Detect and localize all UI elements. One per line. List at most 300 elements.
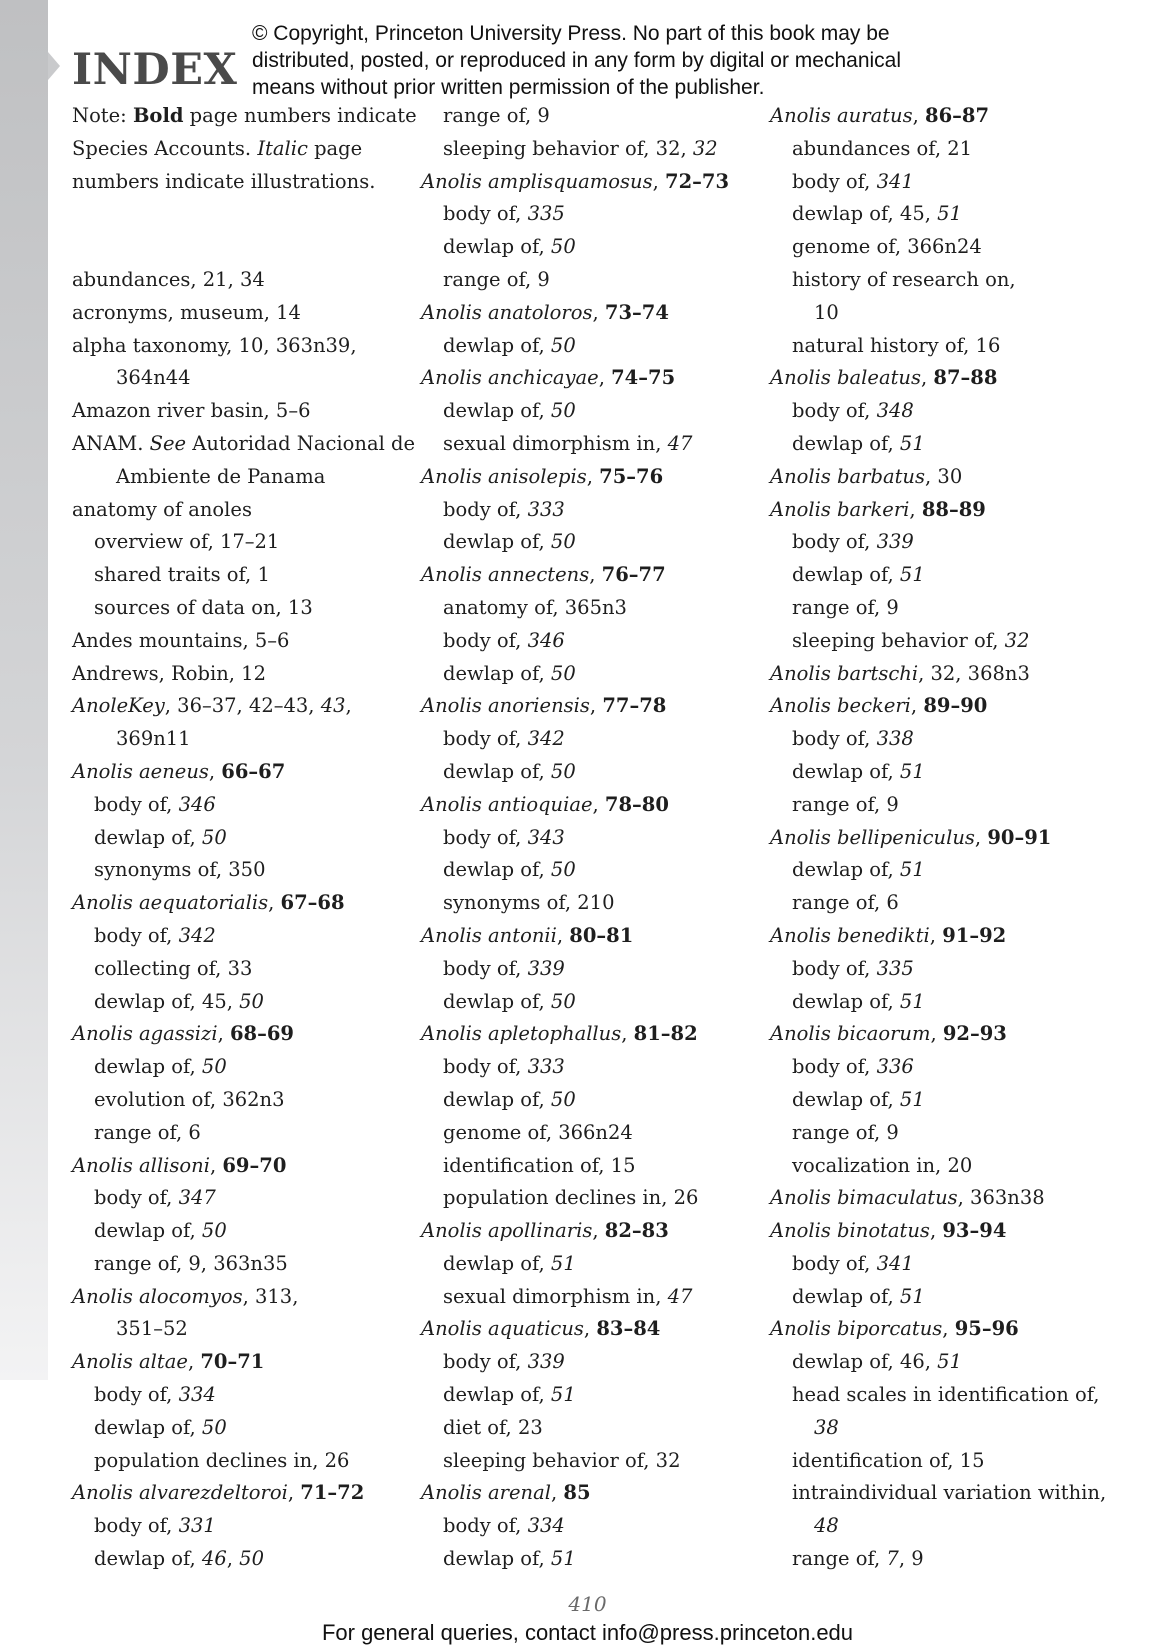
index-entry — [770, 658, 1110, 691]
entry-text: dewlap of, — [443, 530, 551, 554]
italic-text: Anolis antioquiae — [421, 792, 593, 816]
entry-text: , — [910, 694, 924, 718]
page-range-bold: 81–82 — [633, 1022, 698, 1046]
entry-text: dewlap of, — [94, 1415, 202, 1439]
italic-text: Anolis agassizi — [72, 1022, 218, 1046]
italic-text: Anolis anisolepis — [421, 464, 587, 488]
page-range-bold: 69–70 — [222, 1153, 287, 1177]
italic-text: 51 — [899, 759, 925, 783]
entry-text: dewlap of, — [443, 399, 551, 423]
index-subentry — [421, 231, 751, 264]
entry-text: sleeping behavior of, 32, — [443, 136, 693, 160]
index-entry — [72, 690, 417, 723]
index-column-1 — [72, 100, 417, 1576]
index-subentry — [72, 1543, 417, 1576]
entry-text: body of, — [443, 956, 528, 980]
entry-text: sexual dimorphism in, — [443, 1284, 668, 1308]
italic-text: Anolis antonii — [421, 923, 557, 947]
entry-text: body of, — [792, 956, 877, 980]
italic-text: 7 — [886, 1547, 899, 1571]
index-subentry — [770, 198, 1110, 231]
index-subentry — [72, 1117, 417, 1150]
entry-text: Ambiente de Panama — [116, 464, 326, 488]
index-subentry — [421, 887, 751, 920]
copyright-line: © Copyright, Princeton University Press. No part of this book may be — [252, 22, 890, 45]
italic-text: Anolis alocomyos — [72, 1284, 243, 1308]
page-edge-tab — [0, 0, 48, 1380]
index-subentry — [72, 1182, 417, 1215]
entry-text: , 363n38 — [957, 1186, 1045, 1210]
entry-text: head scales in identification of, — [792, 1383, 1100, 1407]
italic-text: Anolis binotatus — [770, 1219, 930, 1243]
index-entry — [72, 100, 417, 133]
entry-text: numbers indicate illustrations. — [72, 169, 376, 193]
index-column-2 — [421, 100, 751, 1576]
entry-text: synonyms of, 210 — [443, 891, 615, 915]
entry-text: synonyms of, 350 — [94, 858, 266, 882]
index-subentry-continuation — [770, 1412, 1110, 1445]
index-subentry — [770, 625, 1110, 658]
entry-text: dewlap of, — [443, 1251, 551, 1275]
index-subentry — [770, 854, 1110, 887]
index-subentry — [770, 1346, 1110, 1379]
entry-text: dewlap of, — [94, 1055, 202, 1079]
entry-text: sources of data on, 13 — [94, 595, 313, 619]
italic-text: AnoleKey — [72, 694, 165, 718]
page-range-bold: Bold — [132, 104, 184, 127]
entry-text: , — [592, 300, 605, 324]
index-subentry — [72, 953, 417, 986]
entry-text: , — [652, 169, 666, 193]
index-subentry-continuation — [770, 1510, 1110, 1543]
index-subentry — [72, 1051, 417, 1084]
index-entry-continuation — [72, 1313, 417, 1346]
italic-text: 333 — [527, 497, 565, 521]
index-subentry — [421, 1445, 751, 1478]
entry-text: body of, — [443, 1055, 528, 1079]
italic-text: Anolis bimaculatus — [770, 1186, 958, 1210]
entry-text: dewlap of, — [443, 1087, 551, 1111]
entry-text: diet of, 23 — [443, 1415, 543, 1439]
index-subentry — [770, 789, 1110, 822]
entry-text: dewlap of, 45, — [792, 202, 938, 226]
italic-text: Anolis anoriensis — [421, 694, 590, 718]
index-subentry — [770, 231, 1110, 264]
entry-text: Note: — [72, 104, 133, 127]
page-range-bold: 71–72 — [300, 1481, 365, 1505]
index-entry — [770, 1215, 1110, 1248]
italic-text: Italic — [257, 136, 308, 160]
italic-text: 50 — [201, 1055, 227, 1079]
index-subentry — [770, 1248, 1110, 1281]
entry-text: anatomy of anoles — [72, 497, 252, 521]
italic-text: 50 — [550, 759, 576, 783]
page-range-bold: 66–67 — [221, 759, 286, 783]
italic-text: 47 — [667, 431, 693, 455]
italic-text: 50 — [201, 1219, 227, 1243]
index-entry — [770, 1018, 1110, 1051]
page-range-bold: 89–90 — [923, 694, 988, 718]
entry-text: , — [209, 1153, 223, 1177]
index-subentry — [770, 887, 1110, 920]
copyright-notice — [252, 20, 1012, 101]
index-subentry — [72, 592, 417, 625]
entry-text: range of, 9 — [792, 1120, 899, 1144]
italic-text: 339 — [876, 530, 914, 554]
index-subentry — [421, 1346, 751, 1379]
index-subentry — [72, 1445, 417, 1478]
entry-text: dewlap of, — [443, 759, 551, 783]
index-subentry — [421, 330, 751, 363]
entry-text: body of, — [792, 727, 877, 751]
italic-text: 46 — [201, 1547, 227, 1571]
entry-text: , — [942, 1317, 955, 1341]
entry-text: collecting of, 33 — [94, 956, 253, 980]
entry-text: , — [550, 1481, 564, 1505]
entry-text: dewlap of, — [792, 858, 900, 882]
index-subentry — [770, 1445, 1110, 1478]
index-entry — [421, 1313, 751, 1346]
italic-text: 335 — [527, 202, 565, 226]
index-subentry — [72, 822, 417, 855]
italic-text: 50 — [550, 1087, 576, 1111]
entry-text: body of, — [443, 1514, 528, 1538]
entry-text: dewlap of, — [792, 1284, 900, 1308]
italic-text: 51 — [899, 1087, 925, 1111]
entry-text: range of, 9 — [443, 104, 550, 127]
italic-text: Anolis beckeri — [770, 694, 911, 718]
entry-text: 10 — [814, 300, 839, 324]
italic-text: 339 — [527, 956, 565, 980]
entry-text: body of, — [443, 497, 528, 521]
index-entry — [421, 920, 751, 953]
index-entry-continuation — [72, 461, 417, 494]
index-subentry — [421, 428, 751, 461]
italic-text: 341 — [876, 169, 914, 193]
index-subentry — [770, 723, 1110, 756]
index-subentry — [421, 1412, 751, 1445]
italic-text: 50 — [550, 399, 576, 423]
italic-text: 50 — [239, 1547, 264, 1571]
index-entry — [72, 625, 417, 658]
italic-text: 51 — [937, 1350, 962, 1374]
italic-text: 336 — [876, 1055, 914, 1079]
entry-text: anatomy of, 365n3 — [443, 595, 627, 619]
page-range-bold: 74–75 — [611, 366, 676, 390]
entry-text: abundances of, 21 — [792, 136, 973, 160]
index-entry — [770, 690, 1110, 723]
entry-text: , — [589, 694, 603, 718]
italic-text: Anolis annectens — [421, 563, 590, 587]
italic-text: 341 — [876, 1251, 914, 1275]
entry-text: , — [621, 1022, 634, 1046]
entry-text: , — [912, 104, 925, 127]
page-range-bold: 93–94 — [942, 1219, 1007, 1243]
italic-text: Anolis bicaorum — [770, 1022, 931, 1046]
italic-text: 47 — [667, 1284, 693, 1308]
italic-text: 334 — [178, 1383, 216, 1407]
index-subentry — [421, 1510, 751, 1543]
entry-text: dewlap of, — [792, 563, 900, 587]
italic-text: 43 — [320, 694, 346, 718]
index-entry — [770, 1182, 1110, 1215]
page-range-bold: 80–81 — [569, 923, 634, 947]
italic-text: Anolis barkeri — [770, 497, 910, 521]
index-subentry — [421, 986, 751, 1019]
italic-text: 38 — [814, 1415, 839, 1439]
entry-text: evolution of, 362n3 — [94, 1087, 285, 1111]
index-entry-continuation — [72, 723, 417, 756]
italic-text: See — [149, 431, 187, 455]
entry-text: dewlap of, — [443, 989, 551, 1013]
italic-text: 50 — [201, 825, 227, 849]
index-entry — [72, 756, 417, 789]
entry-text: sleeping behavior of, — [792, 628, 1005, 652]
index-subentry — [770, 1084, 1110, 1117]
index-subentry — [770, 166, 1110, 199]
index-subentry — [421, 953, 751, 986]
copyright-line: distributed, posted, or reproduced in any form by digital or mechanical — [252, 49, 902, 72]
index-entry — [72, 297, 417, 330]
page-range-bold: 76–77 — [601, 563, 666, 587]
italic-text: 50 — [550, 235, 576, 259]
index-subentry — [72, 526, 417, 559]
copyright-line: means without prior written permission of the publisher. — [252, 76, 765, 99]
index-subentry — [421, 198, 751, 231]
index-subentry — [421, 133, 751, 166]
index-subentry — [421, 1281, 751, 1314]
entry-text: population declines in, 26 — [94, 1448, 350, 1472]
index-entry — [421, 1018, 751, 1051]
entry-text: range of, 9 — [792, 595, 899, 619]
index-subentry — [72, 1084, 417, 1117]
index-entry — [72, 1477, 417, 1510]
index-entry — [72, 428, 417, 461]
blank-line — [72, 231, 417, 264]
index-subentry — [421, 723, 751, 756]
entry-text: page numbers indicate — [183, 104, 417, 127]
index-subentry — [421, 1117, 751, 1150]
italic-text: Anolis aeneus — [72, 759, 209, 783]
italic-text: 32 — [1004, 628, 1030, 652]
italic-text: 333 — [527, 1055, 565, 1079]
index-subentry — [421, 1084, 751, 1117]
italic-text: 50 — [550, 530, 576, 554]
index-subentry — [421, 1248, 751, 1281]
index-subentry — [72, 559, 417, 592]
entry-text: , — [345, 694, 352, 718]
entry-text: , 30 — [925, 464, 963, 488]
entry-text: range of, 6 — [94, 1120, 201, 1144]
index-entry — [72, 658, 417, 691]
index-entry — [72, 1018, 417, 1051]
index-subentry — [770, 756, 1110, 789]
index-subentry — [770, 559, 1110, 592]
entry-text: alpha taxonomy, 10, 363n39, — [72, 333, 357, 357]
entry-text: body of, — [792, 530, 877, 554]
entry-text: , — [974, 825, 988, 849]
italic-text: 339 — [527, 1350, 565, 1374]
italic-text: 334 — [527, 1514, 565, 1538]
entry-text: , — [226, 1547, 240, 1571]
index-entry — [770, 920, 1110, 953]
index-subentry — [72, 854, 417, 887]
entry-text: 351–52 — [116, 1317, 188, 1341]
index-subentry — [72, 920, 417, 953]
index-subentry — [421, 494, 751, 527]
index-subentry — [770, 953, 1110, 986]
italic-text: 342 — [527, 727, 565, 751]
index-entry — [421, 461, 751, 494]
index-subentry — [421, 822, 751, 855]
page-range-bold: 92–93 — [942, 1022, 1007, 1046]
italic-text: 51 — [899, 563, 925, 587]
entry-text: range of, 9 — [443, 267, 550, 291]
index-subentry — [421, 756, 751, 789]
page-range-bold: 90–91 — [987, 825, 1052, 849]
index-entry — [770, 461, 1110, 494]
italic-text: 51 — [899, 431, 925, 455]
entry-text: ANAM. — [72, 431, 150, 455]
entry-text: genome of, 366n24 — [443, 1120, 633, 1144]
entry-text: intraindividual variation within, — [792, 1481, 1107, 1505]
index-subentry — [421, 625, 751, 658]
entry-text: body of, — [94, 923, 179, 947]
italic-text: Anolis altae — [72, 1350, 188, 1374]
italic-text: 342 — [178, 923, 216, 947]
footer-contact: For general queries, contact info@press.princeton.edu — [321, 1620, 854, 1645]
index-subentry — [770, 592, 1110, 625]
entry-text: Amazon river basin, 5–6 — [72, 399, 311, 423]
italic-text: 51 — [899, 989, 925, 1013]
italic-text: 50 — [201, 1415, 227, 1439]
entry-text: 369n11 — [116, 727, 191, 751]
entry-text: dewlap of, — [94, 825, 202, 849]
italic-text: 50 — [550, 989, 576, 1013]
index-subentry — [72, 986, 417, 1019]
index-subentry — [421, 592, 751, 625]
entry-text: body of, — [94, 792, 179, 816]
entry-text: , 313, — [242, 1284, 299, 1308]
italic-text: 51 — [550, 1383, 576, 1407]
italic-text: 32 — [692, 136, 718, 160]
entry-text: natural history of, 16 — [792, 333, 1001, 357]
italic-text: 51 — [899, 858, 925, 882]
entry-text: vocalization in, 20 — [792, 1153, 973, 1177]
entry-text: dewlap of, — [443, 661, 551, 685]
index-entry — [421, 362, 751, 395]
index-entry — [421, 1215, 751, 1248]
index-subentry — [72, 1379, 417, 1412]
entry-text: body of, — [443, 202, 528, 226]
italic-text: 343 — [527, 825, 565, 849]
entry-text: dewlap of, — [443, 235, 551, 259]
italic-text: 346 — [178, 792, 216, 816]
index-subentry — [421, 395, 751, 428]
entry-text: , — [187, 1350, 201, 1374]
entry-text: , — [268, 891, 281, 915]
page-range-bold: 86–87 — [925, 104, 990, 127]
italic-text: Anolis aquaticus — [421, 1317, 584, 1341]
entry-text: , — [592, 792, 605, 816]
index-entry — [72, 1150, 417, 1183]
index-subentry — [421, 264, 751, 297]
index-entry — [72, 330, 417, 363]
italic-text: 335 — [876, 956, 914, 980]
page-title: INDEX — [72, 45, 238, 95]
entry-text: , — [909, 497, 922, 521]
entry-text: dewlap of, 46, — [792, 1350, 938, 1374]
italic-text: Anolis baleatus — [770, 366, 921, 390]
italic-text: Anolis apollinaris — [421, 1219, 593, 1243]
italic-text: 51 — [937, 202, 962, 226]
entry-text: shared traits of, 1 — [94, 563, 270, 587]
page-range-bold: 78–80 — [604, 792, 669, 816]
index-entry — [421, 789, 751, 822]
entry-text: dewlap of, — [94, 1547, 202, 1571]
entry-text: history of research on, — [792, 267, 1016, 291]
entry-text: overview of, 17–21 — [94, 530, 280, 554]
index-entry — [72, 395, 417, 428]
italic-text: Anolis barbatus — [770, 464, 926, 488]
entry-text: Species Accounts. — [72, 136, 258, 160]
index-entry — [72, 494, 417, 527]
index-subentry — [770, 1281, 1110, 1314]
page-number: 410 — [568, 1592, 607, 1616]
entry-text: body of, — [94, 1514, 179, 1538]
index-entry — [421, 166, 751, 199]
index-subentry — [770, 1543, 1110, 1576]
index-entry — [421, 559, 751, 592]
index-entry — [770, 362, 1110, 395]
index-subentry — [72, 1215, 417, 1248]
entry-text: body of, — [792, 399, 877, 423]
index-entry-continuation — [72, 362, 417, 395]
entry-text: 364n44 — [116, 366, 191, 390]
page-range-bold: 72–73 — [665, 169, 730, 193]
entry-text: abundances, 21, 34 — [72, 267, 265, 291]
page-range-bold: 68–69 — [229, 1022, 294, 1046]
entry-text: , — [217, 1022, 230, 1046]
entry-text: , — [583, 1317, 597, 1341]
page-range-bold: 83–84 — [596, 1317, 661, 1341]
entry-text: sleeping behavior of, 32 — [443, 1448, 681, 1472]
blank-line — [72, 198, 417, 231]
italic-text: 51 — [550, 1251, 576, 1275]
entry-text: body of, — [792, 1055, 877, 1079]
entry-text: , — [586, 464, 600, 488]
index-subentry — [421, 1051, 751, 1084]
italic-text: Anolis benedikti — [770, 923, 930, 947]
index-subentry — [72, 1412, 417, 1445]
italic-text: 50 — [550, 661, 576, 685]
index-entry — [770, 494, 1110, 527]
index-entry — [421, 297, 751, 330]
entry-text: body of, — [94, 1186, 179, 1210]
entry-text: body of, — [443, 825, 528, 849]
index-entry — [72, 1281, 417, 1314]
entry-text: page — [307, 136, 363, 160]
index-subentry — [72, 789, 417, 822]
entry-text: body of, — [94, 1383, 179, 1407]
index-entry — [770, 822, 1110, 855]
index-entry — [421, 690, 751, 723]
italic-text: Anolis allisoni — [72, 1153, 210, 1177]
entry-text: dewlap of, — [792, 759, 900, 783]
italic-text: 338 — [876, 727, 914, 751]
entry-text: dewlap of, 45, — [94, 989, 240, 1013]
page-range-bold: 88–89 — [921, 497, 986, 521]
